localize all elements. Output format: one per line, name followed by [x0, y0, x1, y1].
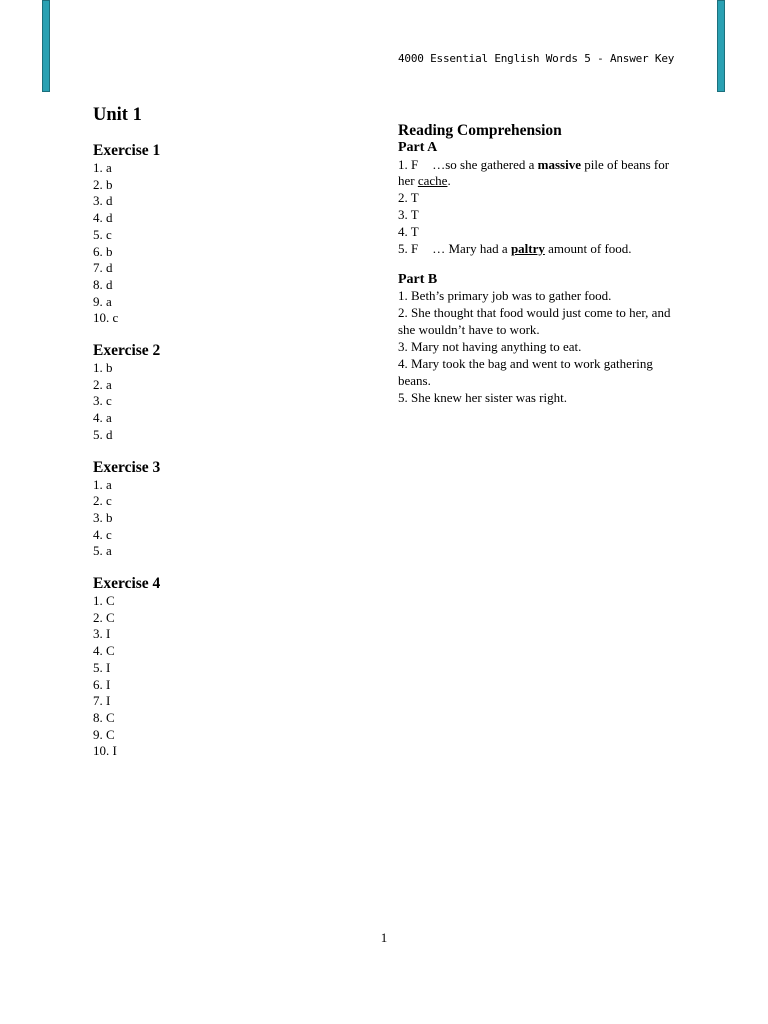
reading-comprehension-title: Reading Comprehension	[398, 122, 562, 139]
exercise-4	[93, 574, 353, 760]
answer-list	[93, 593, 353, 760]
answer-item: 2. C	[93, 609, 115, 625]
part-a-list	[398, 157, 688, 258]
item-text: …so she gathered a	[432, 156, 538, 172]
answer-item: 4. C	[93, 643, 115, 659]
exercise-3	[93, 458, 353, 561]
answer-item: 3. d	[93, 193, 113, 209]
answer-item: 3. c	[93, 393, 112, 409]
answer-item: 10. c	[93, 310, 119, 326]
answer-item: 3. b	[93, 509, 113, 525]
answer-item: 2. a	[93, 376, 112, 392]
exercise-title: Exercise 4	[93, 575, 161, 593]
answer-item: 4. d	[93, 210, 113, 226]
answer-item: 10. I	[93, 743, 117, 759]
answer-item: 1. C	[93, 593, 115, 609]
page-header: 4000 Essential English Words 5 - Answer Key	[398, 52, 675, 65]
exercise-1	[93, 141, 353, 327]
answer-item: 5. a	[93, 543, 112, 559]
answer-item: 1. b	[93, 360, 113, 376]
answer-list	[93, 160, 353, 327]
answer-list	[93, 360, 353, 444]
answer-item: 7. I	[93, 693, 111, 709]
part-a-title: Part A	[398, 140, 438, 155]
part-b-item: 4. Mary took the bag and went to work gathering beans.	[398, 356, 653, 388]
exercise-2	[93, 341, 353, 444]
part-b-list	[398, 288, 688, 406]
answer-item: 5. I	[93, 659, 111, 675]
item-text: … Mary had a	[432, 241, 511, 257]
part-a-item-2: 2. T	[398, 190, 419, 206]
answer-item: 5. d	[93, 426, 113, 442]
answer-item: 1. a	[93, 160, 112, 175]
exercise-title: Exercise 2	[93, 342, 161, 360]
answer-item: 4. a	[93, 410, 112, 426]
answer-item: 6. I	[93, 676, 111, 692]
part-b-item: 5. She knew her sister was right.	[398, 389, 567, 405]
answer-item: 3. I	[93, 626, 111, 642]
part-a-item-4: 4. T	[398, 224, 419, 240]
part-b-title: Part B	[398, 271, 438, 287]
page-number: 1	[380, 930, 388, 945]
answer-item: 1. a	[93, 476, 112, 492]
answer-item: 7. d	[93, 260, 113, 276]
part-a-item-3: 3. T	[398, 207, 419, 223]
answer-item: 8. d	[93, 276, 113, 292]
answer-item: 6. b	[93, 243, 113, 259]
answer-list	[93, 477, 353, 561]
reading-comprehension-column	[398, 121, 688, 421]
keyword-cache: cache	[417, 173, 448, 189]
item-text: pile of beans for her	[398, 156, 670, 189]
answer-item: 2. c	[93, 493, 112, 509]
exercise-title: Exercise 3	[93, 458, 161, 476]
answer-item: 9. C	[93, 726, 115, 742]
unit-title: Unit 1	[93, 105, 142, 125]
exercises-column	[93, 104, 353, 774]
part-b-item: 1. Beth’s primary job was to gather food.	[398, 288, 612, 304]
part-a-item-1	[398, 157, 688, 191]
left-margin-tab	[42, 0, 50, 92]
answer-item: 2. b	[93, 176, 113, 192]
part-b-item: 3. Mary not having anything to eat.	[398, 339, 582, 355]
answer-item: 8. C	[93, 709, 115, 725]
item-text: amount of food.	[544, 241, 632, 257]
answer-item: 9. a	[93, 293, 112, 309]
item-text: .	[447, 173, 451, 189]
part-b-item: 2. She thought that food would just come to her, and she wouldn’t have to work.	[398, 305, 671, 338]
answer-item: 5. c	[93, 226, 112, 242]
keyword-paltry: paltry	[510, 241, 545, 257]
item-number: 1. F	[398, 156, 419, 172]
item-number: 5. F	[398, 241, 419, 257]
part-a-item-5	[398, 241, 688, 258]
exercise-title: Exercise 1	[93, 142, 161, 159]
keyword-massive: massive	[537, 156, 581, 172]
right-margin-tab	[717, 0, 725, 92]
answer-item: 4. c	[93, 526, 112, 542]
